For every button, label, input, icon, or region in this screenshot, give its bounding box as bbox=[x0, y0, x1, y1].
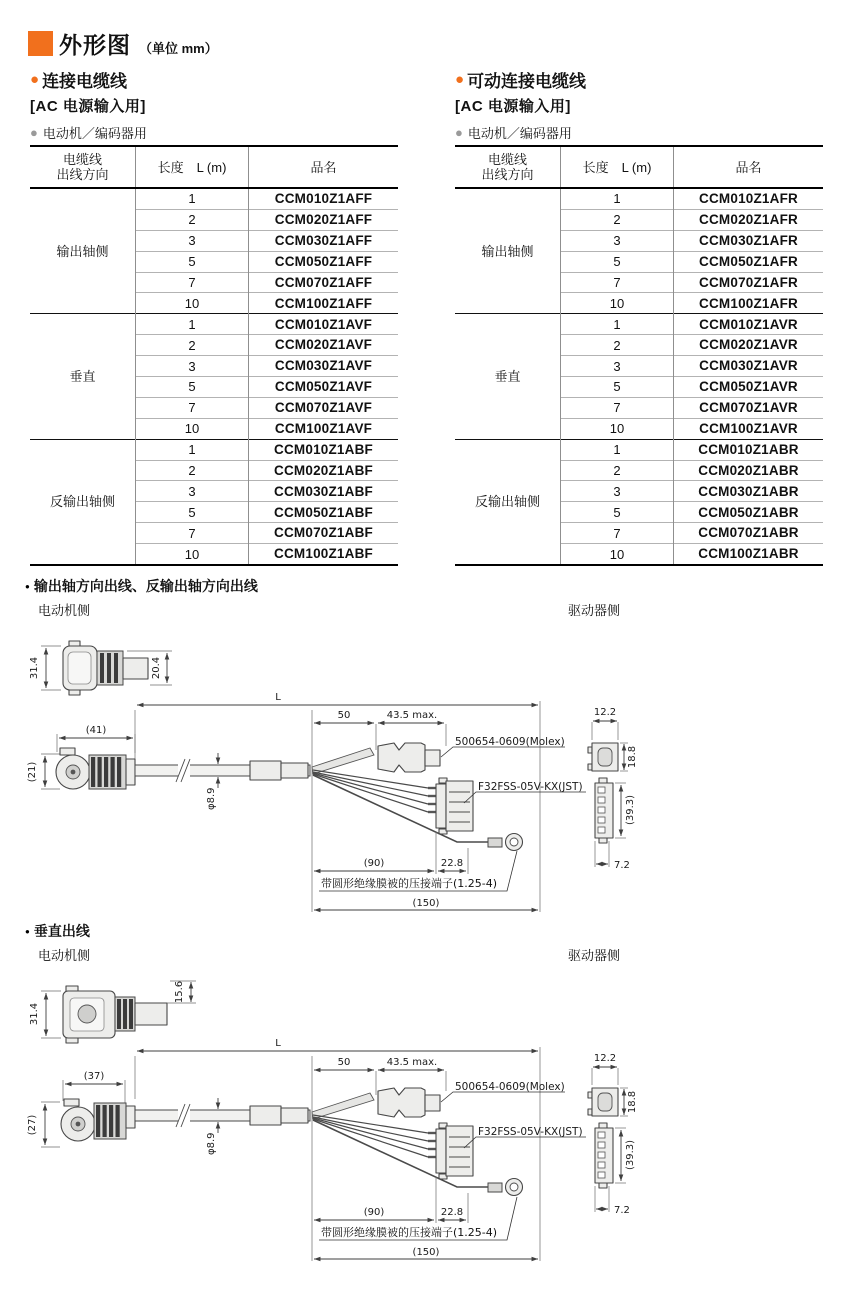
length-cell: 7 bbox=[561, 272, 674, 293]
length-cell: 1 bbox=[561, 439, 674, 460]
product-name-cell: CCM100Z1AVF bbox=[249, 418, 399, 439]
length-cell: 3 bbox=[136, 481, 249, 502]
molex-part-label: 500654-0609(Molex) bbox=[455, 736, 565, 748]
title-square-icon bbox=[28, 31, 53, 56]
length-cell: 10 bbox=[561, 418, 674, 439]
length-cell: 2 bbox=[561, 209, 674, 230]
orange-bullet-icon: ● bbox=[30, 71, 40, 88]
dim-7-2: 7.2 bbox=[614, 860, 630, 871]
dim-27: (27) bbox=[27, 1114, 38, 1136]
usage-row bbox=[455, 123, 842, 142]
table-row bbox=[30, 439, 398, 460]
crimp-barrel bbox=[488, 1183, 502, 1192]
col-header-length: 长度 L (m) bbox=[136, 146, 249, 188]
product-name-cell: CCM070Z1ABR bbox=[674, 523, 824, 544]
ac-input-note: [AC 电源输入用] bbox=[30, 98, 146, 115]
length-cell: 5 bbox=[561, 502, 674, 523]
drawing2-heading: 垂直出线 bbox=[33, 923, 90, 939]
cable bbox=[135, 1098, 310, 1155]
dim-150: (150) bbox=[412, 1247, 440, 1258]
cable-type-title-row bbox=[455, 67, 842, 92]
product-name-cell: CCM020Z1ABR bbox=[674, 460, 824, 481]
page-title-block bbox=[28, 27, 218, 60]
motor-side-label: 电动机侧 bbox=[38, 948, 91, 963]
product-name-cell: CCM030Z1AFF bbox=[249, 230, 399, 251]
outline-drawing-vertical bbox=[20, 971, 832, 1273]
ring-terminal-label: 带圆形绝缘膜被的压接端子(1.25-4) bbox=[321, 877, 498, 890]
table-header-row bbox=[455, 146, 823, 188]
direction-cell: 垂直 bbox=[30, 314, 136, 439]
section-bullet-icon: ● bbox=[25, 581, 30, 591]
molex-connector bbox=[378, 743, 425, 772]
product-name-cell: CCM020Z1AVF bbox=[249, 335, 399, 356]
dim-31-4: 31.4 bbox=[29, 1002, 40, 1026]
product-name-cell: CCM100Z1AFR bbox=[674, 293, 824, 314]
dim-7-2: 7.2 bbox=[614, 1205, 630, 1216]
length-cell: 1 bbox=[136, 188, 249, 209]
product-name-cell: CCM070Z1AVR bbox=[674, 397, 824, 418]
driver-connector-front-views bbox=[588, 1053, 638, 1216]
dim-18-8: 18.8 bbox=[627, 1090, 638, 1114]
dim-43-5-max: 43.5 max. bbox=[386, 1057, 438, 1068]
product-name-cell: CCM050Z1AFR bbox=[674, 251, 824, 272]
product-name-cell: CCM100Z1ABF bbox=[249, 544, 399, 565]
direction-cell: 输出轴侧 bbox=[30, 188, 136, 314]
length-cell: 1 bbox=[561, 188, 674, 209]
product-name-cell: CCM010Z1AVR bbox=[674, 314, 824, 335]
dim-43-5-max: 43.5 max. bbox=[386, 710, 438, 721]
dim-15-6: 15.6 bbox=[174, 980, 185, 1004]
usage-label: 电动机／编码器用 bbox=[467, 126, 572, 141]
length-cell: 1 bbox=[136, 314, 249, 335]
product-name-cell: CCM030Z1AFR bbox=[674, 230, 824, 251]
length-cell: 3 bbox=[136, 356, 249, 377]
dim-41: (41) bbox=[85, 725, 107, 736]
product-name-cell: CCM030Z1AVR bbox=[674, 356, 824, 377]
driver-side-label: 驱动器侧 bbox=[568, 603, 621, 618]
ring-terminal-label: 带圆形绝缘膜被的压接端子(1.25-4) bbox=[321, 1226, 498, 1239]
product-name-cell: CCM070Z1AFR bbox=[674, 272, 824, 293]
product-name-cell: CCM100Z1ABR bbox=[674, 544, 824, 565]
table-body bbox=[30, 188, 398, 565]
molex-connector bbox=[378, 1088, 425, 1117]
col-header-direction-line1: 电缆线 bbox=[487, 152, 527, 167]
table-header bbox=[30, 146, 398, 188]
driver-side-label: 驱动器侧 bbox=[568, 948, 621, 963]
table-row bbox=[455, 314, 823, 335]
product-name-cell: CCM100Z1AFF bbox=[249, 293, 399, 314]
dim-20-4: 20.4 bbox=[151, 656, 162, 680]
molex-part-label: 500654-0609(Molex) bbox=[455, 1081, 565, 1093]
dim-12-2: 12.2 bbox=[593, 1053, 617, 1064]
cable-type-title: 连接电缆线 bbox=[42, 72, 128, 91]
length-cell: 3 bbox=[561, 481, 674, 502]
bottom-dimensions bbox=[314, 1177, 538, 1259]
gray-bullet-icon: ● bbox=[455, 125, 463, 140]
dim-dia-8-9: φ8.9 bbox=[206, 1132, 217, 1155]
product-name-cell: CCM020Z1AFR bbox=[674, 209, 824, 230]
length-cell: 7 bbox=[561, 397, 674, 418]
product-name-cell: CCM070Z1ABF bbox=[249, 523, 399, 544]
table-row bbox=[30, 314, 398, 335]
motor-connector-top-view bbox=[29, 641, 172, 695]
jst-connector bbox=[446, 1126, 473, 1176]
col-header-direction-line1: 电缆线 bbox=[62, 152, 102, 167]
length-cell: 5 bbox=[561, 377, 674, 398]
dim-50: 50 bbox=[337, 1057, 351, 1068]
product-name-cell: CCM050Z1AVR bbox=[674, 377, 824, 398]
drawing1-heading: 输出轴方向出线、反输出轴方向出线 bbox=[33, 578, 258, 594]
product-name-cell: CCM030Z1AVF bbox=[249, 356, 399, 377]
dim-18-8: 18.8 bbox=[627, 745, 638, 769]
wire-fanout bbox=[312, 1088, 523, 1196]
product-name-cell: CCM010Z1ABR bbox=[674, 439, 824, 460]
product-name-cell: CCM050Z1AFF bbox=[249, 251, 399, 272]
dim-dia-8-9: φ8.9 bbox=[206, 787, 217, 810]
product-name-cell: CCM050Z1AVF bbox=[249, 377, 399, 398]
jst-connector bbox=[446, 781, 473, 831]
motor-connector-side-view bbox=[27, 725, 135, 789]
dim-L: L bbox=[275, 1038, 281, 1049]
length-cell: 7 bbox=[136, 272, 249, 293]
length-cell: 3 bbox=[561, 230, 674, 251]
dim-90: (90) bbox=[363, 858, 385, 869]
motor-connector-side-view bbox=[27, 1071, 135, 1147]
section-bullet-icon: ● bbox=[25, 926, 30, 936]
length-cell: 5 bbox=[561, 251, 674, 272]
length-cell: 10 bbox=[136, 544, 249, 565]
length-cell: 1 bbox=[136, 439, 249, 460]
table-header bbox=[455, 146, 823, 188]
direction-cell: 反输出轴侧 bbox=[455, 439, 561, 565]
cable-type-title: 可动连接电缆线 bbox=[467, 72, 587, 91]
length-cell: 7 bbox=[136, 397, 249, 418]
length-cell: 1 bbox=[561, 314, 674, 335]
direction-cell: 垂直 bbox=[455, 314, 561, 439]
unit-note: （单位 mm） bbox=[139, 40, 218, 56]
col-header-name: 品名 bbox=[674, 146, 824, 188]
length-cell: 10 bbox=[561, 293, 674, 314]
cable-type-title-row bbox=[30, 67, 430, 92]
length-cell: 10 bbox=[136, 293, 249, 314]
cable-spec-table bbox=[30, 145, 398, 566]
col-header-length: 长度 L (m) bbox=[561, 146, 674, 188]
cable-spec-table bbox=[455, 145, 823, 566]
length-cell: 2 bbox=[561, 335, 674, 356]
jst-part-label: F32FSS-05V-KX(JST) bbox=[478, 1126, 583, 1138]
product-name-cell: CCM050Z1ABF bbox=[249, 502, 399, 523]
table-row bbox=[455, 439, 823, 460]
product-name-cell: CCM070Z1AVF bbox=[249, 397, 399, 418]
length-cell: 2 bbox=[136, 209, 249, 230]
direction-cell: 输出轴侧 bbox=[455, 188, 561, 314]
dim-L: L bbox=[275, 692, 281, 703]
dim-39-3: (39.3) bbox=[625, 1139, 636, 1171]
length-cell: 7 bbox=[136, 523, 249, 544]
dim-22-8: 22.8 bbox=[440, 1207, 464, 1218]
jst-part-label: F32FSS-05V-KX(JST) bbox=[478, 781, 583, 793]
ac-input-note: [AC 电源输入用] bbox=[455, 98, 571, 115]
table-row bbox=[455, 188, 823, 209]
col-header-direction bbox=[455, 146, 561, 188]
product-name-cell: CCM010Z1AFF bbox=[249, 188, 399, 209]
left-table-section-header bbox=[30, 67, 430, 142]
wire-fanout bbox=[312, 743, 523, 851]
product-name-cell: CCM010Z1AFR bbox=[674, 188, 824, 209]
col-header-name: 品名 bbox=[249, 146, 399, 188]
table-body bbox=[455, 188, 823, 565]
product-name-cell: CCM010Z1AVF bbox=[249, 314, 399, 335]
length-cell: 2 bbox=[136, 460, 249, 481]
col-header-direction-line2: 出线方向 bbox=[56, 167, 109, 182]
dim-31-4: 31.4 bbox=[29, 656, 40, 680]
length-cell: 2 bbox=[561, 460, 674, 481]
dim-22-8: 22.8 bbox=[440, 858, 464, 869]
motor-side-label: 电动机侧 bbox=[38, 603, 91, 618]
product-name-cell: CCM020Z1AVR bbox=[674, 335, 824, 356]
length-cell: 2 bbox=[136, 335, 249, 356]
product-name-cell: CCM100Z1AVR bbox=[674, 418, 824, 439]
product-name-cell: CCM050Z1ABR bbox=[674, 502, 824, 523]
dim-50: 50 bbox=[337, 710, 351, 721]
direction-cell: 反输出轴侧 bbox=[30, 439, 136, 565]
right-table-section-header bbox=[455, 67, 842, 142]
cable-table-container-left bbox=[30, 145, 398, 566]
drawing1-heading-row bbox=[25, 576, 258, 596]
cable-table-container-right bbox=[455, 145, 823, 566]
dim-37: (37) bbox=[83, 1071, 105, 1082]
dim-39-3: (39.3) bbox=[625, 794, 636, 826]
dim-90: (90) bbox=[363, 1207, 385, 1218]
col-header-direction bbox=[30, 146, 136, 188]
table-row bbox=[30, 188, 398, 209]
drawing2-heading-row bbox=[25, 921, 90, 941]
length-cell: 10 bbox=[136, 418, 249, 439]
length-cell: 7 bbox=[561, 523, 674, 544]
length-cell: 3 bbox=[561, 356, 674, 377]
col-header-direction-line2: 出线方向 bbox=[481, 167, 534, 182]
dim-12-2: 12.2 bbox=[593, 707, 617, 718]
product-name-cell: CCM070Z1AFF bbox=[249, 272, 399, 293]
product-name-cell: CCM010Z1ABF bbox=[249, 439, 399, 460]
length-cell: 5 bbox=[136, 502, 249, 523]
length-cell: 5 bbox=[136, 251, 249, 272]
dim-150: (150) bbox=[412, 898, 440, 909]
usage-label: 电动机／编码器用 bbox=[42, 126, 147, 141]
crimp-barrel bbox=[488, 838, 502, 847]
product-name-cell: CCM030Z1ABR bbox=[674, 481, 824, 502]
outline-drawing-shaft-direction bbox=[20, 626, 832, 922]
page-title: 外形图 bbox=[59, 32, 131, 58]
motor-connector-top-view bbox=[29, 981, 196, 1043]
length-cell: 10 bbox=[561, 544, 674, 565]
product-name-cell: CCM030Z1ABF bbox=[249, 481, 399, 502]
length-cell: 5 bbox=[136, 377, 249, 398]
driver-connector-front-views bbox=[588, 707, 638, 871]
usage-row bbox=[30, 123, 430, 142]
length-cell: 3 bbox=[136, 230, 249, 251]
product-name-cell: CCM020Z1ABF bbox=[249, 460, 399, 481]
dim-21: (21) bbox=[27, 761, 38, 783]
orange-bullet-icon: ● bbox=[455, 71, 465, 88]
product-name-cell: CCM020Z1AFF bbox=[249, 209, 399, 230]
gray-bullet-icon: ● bbox=[30, 125, 38, 140]
bottom-dimensions bbox=[314, 832, 538, 910]
table-header-row bbox=[30, 146, 398, 188]
cable bbox=[135, 753, 310, 810]
